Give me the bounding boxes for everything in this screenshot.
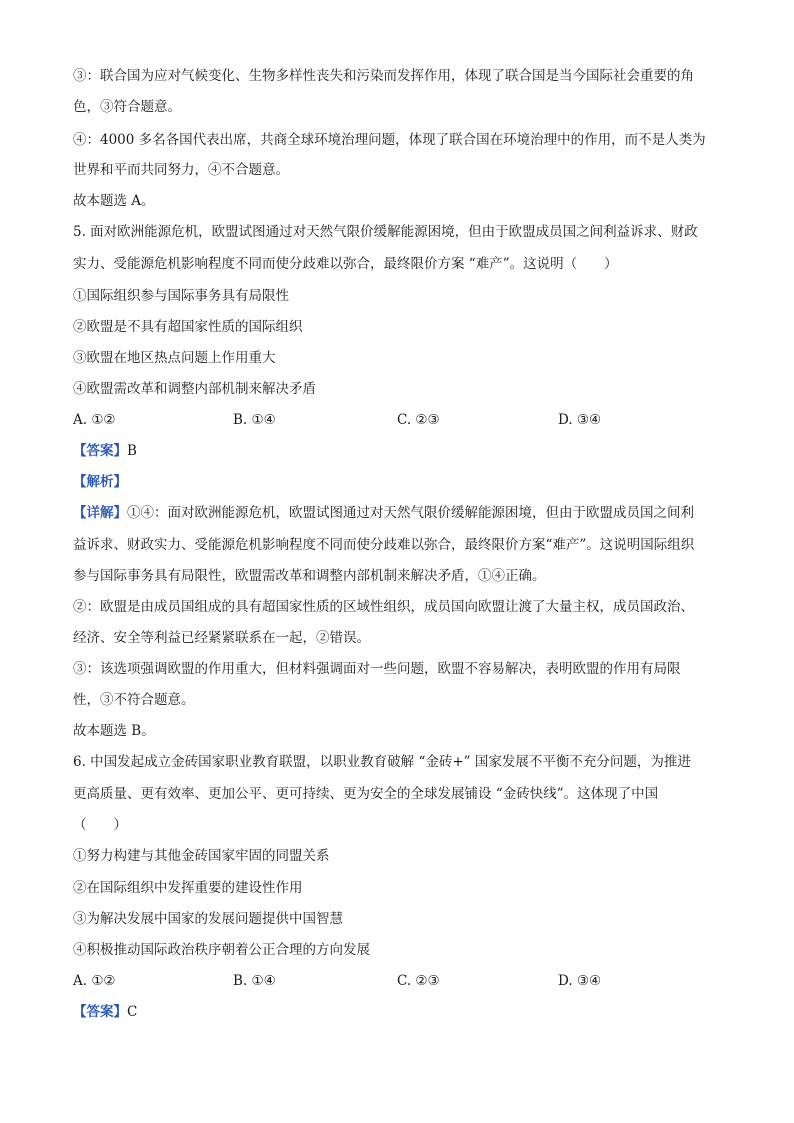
q5-detail-line3: 参与国际事务具有局限性，欧盟需改革和调整内部机制来解决矛盾，①④正确。	[73, 568, 546, 584]
q5-conclusion: 故本题选 B。	[73, 723, 155, 739]
q6-options	[73, 971, 723, 991]
q5-item-4: ④欧盟需改革和调整内部机制来解决矛盾	[73, 381, 316, 397]
q5-stem-line1: 5. 面对欧洲能源危机，欧盟试图通过对天然气限价缓解能源困境，但由于欧盟成员国之间利益诉求、财政	[73, 224, 698, 240]
q5-item-3: ③欧盟在地区热点问题上作用重大	[73, 350, 276, 366]
q5-detail-tag: 【详解】	[73, 505, 127, 521]
q5-option-b: B. ①④	[233, 412, 276, 428]
q5-detail-line2: 益诉求、财政实力、受能源危机影响程度不同而使分歧难以弥合，最终限价方案“难产”。这说明国际组织	[73, 537, 695, 553]
prev-analysis-3-line1: ③：联合国为应对气候变化、生物多样性丧失和污染而发挥作用，体现了联合国是当今国际社会重要的角	[73, 68, 694, 84]
q5-option-c: C. ②③	[397, 412, 440, 428]
q5-detail3-line2: 性，③不符合题意。	[73, 692, 195, 708]
q5-options	[73, 410, 723, 430]
q6-stem-line2: 更高质量、更有效率、更加公平、更可持续、更为安全的全球发展铺设 “金砖快线”。这体现了中国	[73, 786, 659, 802]
q6-stem-line1: 6. 中国发起成立金砖国家职业教育联盟，以职业教育破解 “金砖+” 国家发展不平衡不充分问题，为推进	[73, 754, 691, 770]
q6-item-1: ①努力构建与其他金砖国家牢固的同盟关系	[73, 848, 330, 864]
q6-item-4: ④积极推动国际政治秩序朝着公正合理的方向发展	[73, 942, 370, 958]
prev-analysis-4-line1: ④：4000 多名各国代表出席，共商全球环境治理问题，体现了联合国在环境治理中的作用，而不是人类为	[73, 132, 706, 148]
q6-option-b: B. ①④	[233, 973, 276, 989]
q6-option-c: C. ②③	[397, 973, 440, 989]
q5-detail-line1	[73, 503, 723, 523]
q6-item-3: ③为解决发展中国家的发展问题提供中国智慧	[73, 911, 343, 927]
q5-answer-tag: 【答案】	[73, 443, 127, 459]
q6-answer-value: C	[127, 1004, 138, 1020]
q6-stem-line3: （ ）	[73, 817, 127, 833]
q6-option-d: D. ③④	[558, 973, 602, 989]
q5-analysis-heading	[73, 472, 723, 492]
q5-answer-value: B	[127, 443, 137, 459]
q5-stem-line2: 实力、受能源危机影响程度不同而使分歧难以弥合，最终限价方案 “难产”。这说明（ ）	[73, 256, 618, 272]
q5-detail3-line1: ③：该选项强调欧盟的作用重大，但材料强调面对一些问题，欧盟不容易解决，表明欧盟的作用有局限	[73, 661, 681, 677]
q5-detail-line1-text: ①④：面对欧洲能源危机，欧盟试图通过对天然气限价缓解能源困境，但由于欧盟成员国之间利	[127, 505, 694, 521]
q5-analysis-tag: 【解析】	[73, 474, 127, 490]
prev-analysis-4-line2: 世界和平而共同努力，④不合题意。	[73, 162, 289, 178]
q6-item-2: ②在国际组织中发挥重要的建设性作用	[73, 880, 303, 896]
q5-item-2: ②欧盟是不具有超国家性质的国际组织	[73, 319, 303, 335]
prev-analysis-3-line2: 色，③符合题意。	[73, 99, 181, 115]
q5-item-1: ①国际组织参与国际事务具有局限性	[73, 288, 289, 304]
prev-conclusion: 故本题选 A。	[73, 193, 155, 209]
q5-option-a: A. ①②	[73, 412, 116, 428]
q6-answer-tag: 【答案】	[73, 1004, 127, 1020]
q6-answer	[73, 1002, 723, 1022]
q6-option-a: A. ①②	[73, 973, 116, 989]
q5-detail2-line1: ②：欧盟是由成员国组成的具有超国家性质的区域性组织，成员国向欧盟让渡了大量主权，成员国政治、	[73, 599, 694, 615]
q5-detail2-line2: 经济、安全等利益已经紧紧联系在一起，②错误。	[73, 630, 370, 646]
q5-option-d: D. ③④	[558, 412, 602, 428]
q5-answer	[73, 441, 723, 461]
